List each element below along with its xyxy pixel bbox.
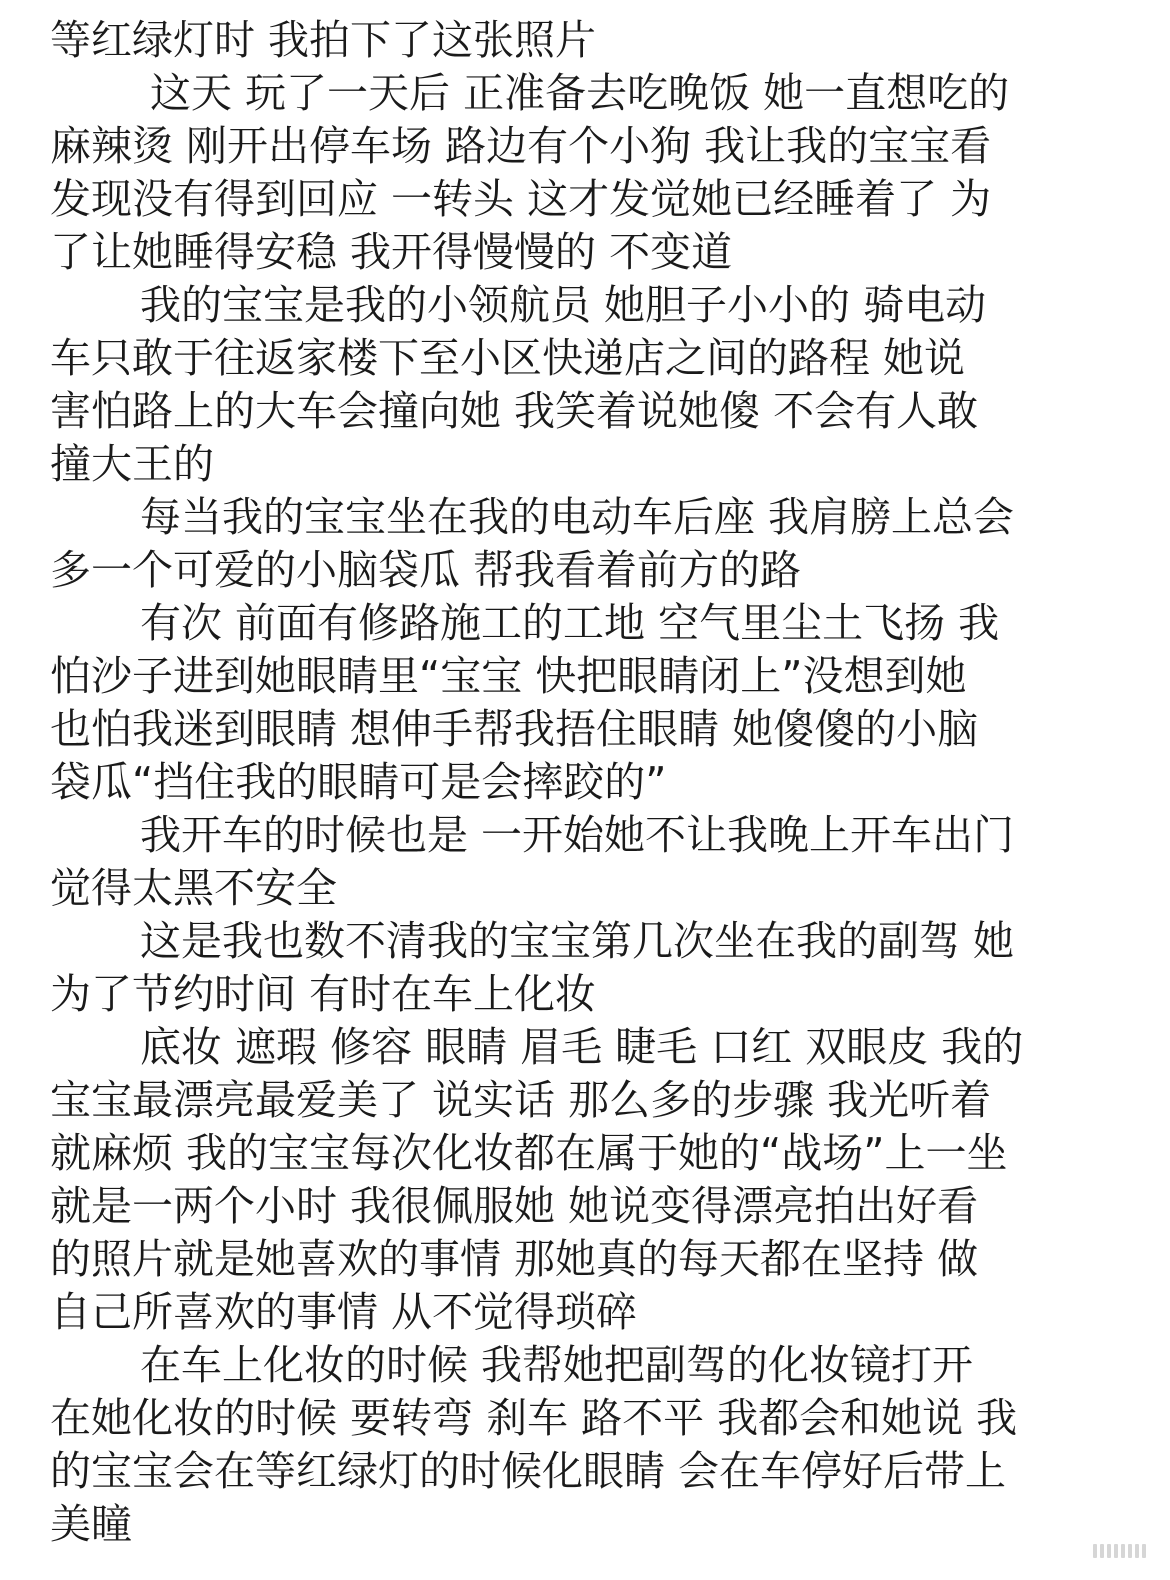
text-line: 觉得太黑不安全	[50, 864, 337, 912]
text-line: 我的宝宝是我的小领航员 她胆子小小的 骑电动	[140, 281, 987, 329]
text-line: 在她化妆的时候 要转弯 刹车 路不平 我都会和她说 我	[50, 1394, 1018, 1442]
text-line: 车只敢于往返家楼下至小区快递店之间的路程 她说	[50, 334, 966, 382]
text-line: 害怕路上的大车会撞向她 我笑着说她傻 不会有人敢	[50, 387, 979, 435]
text-line: 这是我也数不清我的宝宝第几次坐在我的副驾 她	[140, 917, 1015, 965]
text-line: 麻辣烫 刚开出停车场 路边有个小狗 我让我的宝宝看	[50, 122, 992, 170]
text-line: 我开车的时候也是 一开始她不让我晚上开车出门	[140, 811, 1015, 859]
body-text	[50, 14, 1130, 1551]
text-line: 袋瓜“挡住我的眼睛可是会摔跤的”	[50, 758, 667, 806]
text-line: 在车上化妆的时候 我帮她把副驾的化妆镜打开	[140, 1341, 974, 1389]
text-line: 的宝宝会在等红绿灯的时候化眼睛 会在车停好后带上	[50, 1447, 1007, 1495]
watermark-bar	[1100, 1544, 1104, 1558]
watermark-bar	[1135, 1544, 1139, 1558]
watermark-icon	[1093, 1544, 1146, 1558]
text-line: 撞大王的	[50, 440, 214, 488]
text-line: 怕沙子进到她眼睛里“宝宝 快把眼睛闭上”没想到她	[50, 652, 967, 700]
text-line: 这天 玩了一天后 正准备去吃晚饭 她一直想吃的	[150, 69, 1010, 117]
text-line: 底妆 遮瑕 修容 眼睛 眉毛 睫毛 口红 双眼皮 我的	[140, 1023, 1024, 1071]
text-line: 就麻烦 我的宝宝每次化妆都在属于她的“战场”上一坐	[50, 1129, 1008, 1177]
text-line: 的照片就是她喜欢的事情 那她真的每天都在坚持 做	[50, 1235, 979, 1283]
text-line: 每当我的宝宝坐在我的电动车后座 我肩膀上总会	[140, 493, 1015, 541]
text-line: 宝宝最漂亮最爱美了 说实话 那么多的步骤 我光听着	[50, 1076, 992, 1124]
text-line: 发现没有得到回应 一转头 这才发觉她已经睡着了 为	[50, 175, 992, 223]
text-line: 了让她睡得安稳 我开得慢慢的 不变道	[50, 228, 733, 276]
watermark-bar	[1121, 1544, 1125, 1558]
watermark-bar	[1142, 1544, 1146, 1558]
text-line: 为了节约时间 有时在车上化妆	[50, 970, 597, 1018]
text-line: 等红绿灯时 我拍下了这张照片	[50, 16, 597, 64]
text-line: 就是一两个小时 我很佩服她 她说变得漂亮拍出好看	[50, 1182, 979, 1230]
watermark-bar	[1107, 1544, 1111, 1558]
text-line: 也怕我迷到眼睛 想伸手帮我捂住眼睛 她傻傻的小脑	[50, 705, 979, 753]
text-line: 有次 前面有修路施工的工地 空气里尘土飞扬 我	[140, 599, 1000, 647]
text-line: 自己所喜欢的事情 从不觉得琐碎	[50, 1288, 638, 1336]
text-line: 多一个可爱的小脑袋瓜 帮我看着前方的路	[50, 546, 802, 594]
watermark-bar	[1093, 1544, 1097, 1558]
watermark-bar	[1128, 1544, 1132, 1558]
watermark-bar	[1114, 1544, 1118, 1558]
text-line: 美瞳	[50, 1500, 132, 1548]
